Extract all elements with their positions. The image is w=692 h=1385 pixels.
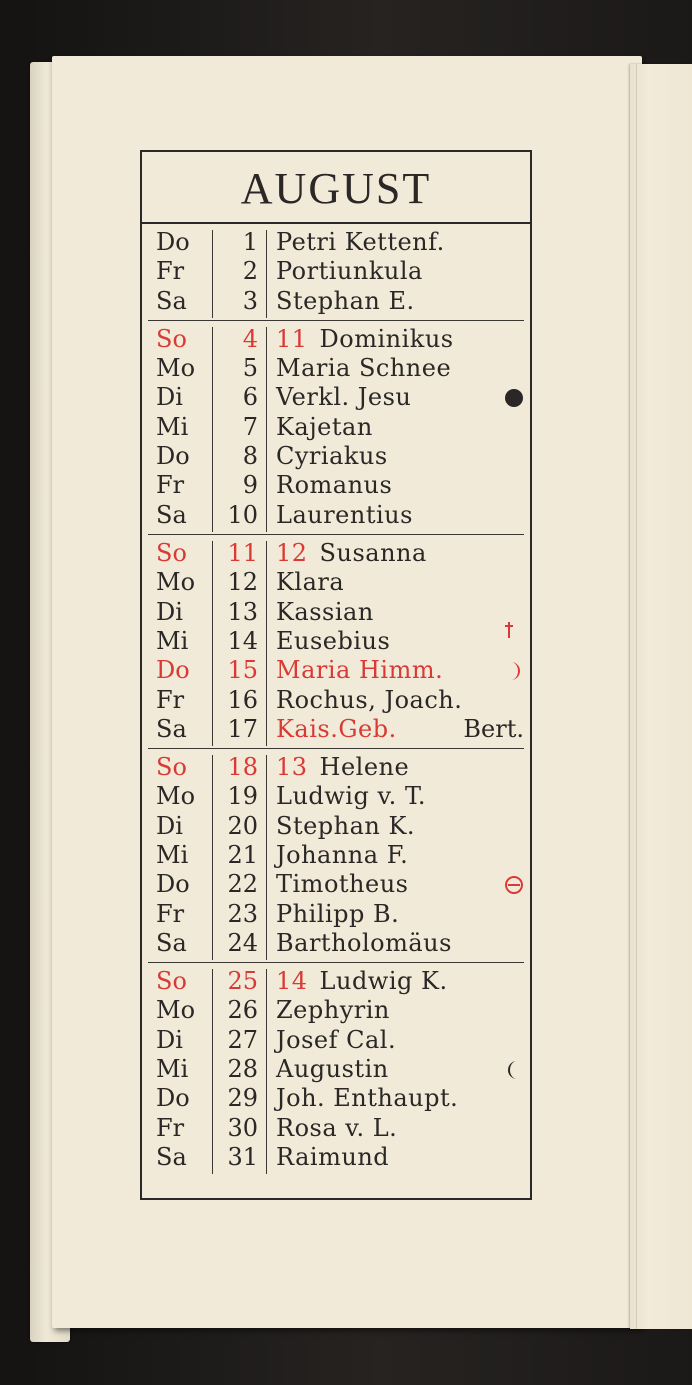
day-row — [142, 471, 530, 500]
week-block — [142, 967, 530, 1178]
day-number: 3 — [242, 286, 258, 315]
weekday-label: Mi — [156, 412, 189, 441]
name-text: Ludwig v. T. — [276, 782, 427, 811]
day-row — [142, 686, 530, 715]
new-moon-icon — [504, 875, 524, 895]
name-text: Johanna F. — [276, 840, 409, 869]
saint-name — [276, 1055, 526, 1084]
saint-name — [276, 383, 526, 412]
weekday-label: Sa — [156, 928, 187, 957]
name-text: Kajetan — [276, 412, 373, 441]
day-row — [142, 501, 530, 530]
day-row — [142, 656, 530, 685]
name-text: Laurentius — [276, 500, 413, 529]
weekday-label: Fr — [156, 257, 185, 286]
day-number: 17 — [227, 714, 258, 743]
weekday-label: Do — [156, 870, 190, 899]
weekday-label: So — [156, 753, 187, 782]
weekday-label: Mi — [156, 1055, 189, 1084]
saint-name — [276, 325, 526, 354]
day-number: 9 — [242, 471, 258, 500]
saint-name — [276, 471, 526, 500]
week-block — [142, 753, 530, 964]
saint-name — [276, 900, 526, 929]
day-row — [142, 257, 530, 286]
weekday-label: Sa — [156, 714, 187, 743]
weekday-label: Di — [156, 811, 183, 840]
name-text: Dominikus — [319, 324, 454, 353]
weekday-label: Sa — [156, 500, 187, 529]
day-row — [142, 996, 530, 1025]
day-number: 26 — [227, 996, 258, 1025]
day-number: 24 — [227, 928, 258, 957]
weekday-label: Mo — [156, 782, 196, 811]
day-number: 10 — [227, 500, 258, 529]
name-text: Joh. Enthaupt. — [276, 1084, 459, 1113]
week-number: 14 — [276, 967, 308, 996]
cross-icon — [504, 621, 514, 639]
day-row — [142, 383, 530, 412]
saint-name — [276, 782, 526, 811]
day-number: 12 — [227, 568, 258, 597]
day-row — [142, 627, 530, 656]
day-number: 18 — [227, 753, 258, 782]
saint-name — [276, 598, 526, 627]
day-row — [142, 929, 530, 958]
weekday-label: Mi — [156, 626, 189, 655]
day-row — [142, 812, 530, 841]
saint-name — [276, 1143, 526, 1172]
name-text: Kassian — [276, 597, 374, 626]
name-text: Stephan K. — [276, 811, 416, 840]
name-text: Augustin — [276, 1055, 389, 1084]
day-number: 19 — [227, 782, 258, 811]
name-text: Maria Schnee — [276, 354, 452, 383]
week-block — [142, 325, 530, 536]
weekday-label: So — [156, 967, 187, 996]
name-text: Rosa v. L. — [276, 1113, 398, 1142]
saint-name — [276, 996, 526, 1025]
day-number: 28 — [227, 1055, 258, 1084]
saint-name — [276, 967, 526, 996]
weekday-label: Do — [156, 656, 190, 685]
month-calendar-table — [140, 150, 532, 1200]
week-number: 11 — [276, 324, 308, 353]
name-text: Bartholomäus — [276, 928, 452, 957]
name-text: Portiunkula — [276, 257, 423, 286]
month-title: AUGUST — [142, 152, 530, 224]
week-block — [142, 228, 530, 322]
weekday-label: So — [156, 539, 187, 567]
day-number: 29 — [227, 1084, 258, 1113]
day-row — [142, 568, 530, 597]
saint-name — [276, 929, 526, 958]
day-number: 22 — [227, 870, 258, 899]
day-row — [142, 442, 530, 471]
saint-name — [276, 539, 526, 568]
day-row — [142, 598, 530, 627]
secondary-name: Bert. — [463, 714, 524, 743]
name-text: Petri Kettenf. — [276, 228, 445, 256]
saint-name — [276, 257, 526, 286]
name-text: Kais.Geb. — [276, 714, 397, 743]
saint-name — [276, 568, 526, 597]
saint-name — [276, 413, 526, 442]
saint-name — [276, 1026, 526, 1055]
day-row — [142, 413, 530, 442]
name-text: Rochus, Joach. — [276, 685, 463, 714]
weekday-label: Fr — [156, 471, 185, 500]
weekday-label: Fr — [156, 1113, 185, 1142]
first-quarter-moon-icon — [504, 661, 524, 681]
name-text: Stephan E. — [276, 286, 415, 315]
weekday-label: Fr — [156, 685, 185, 714]
last-quarter-moon-icon — [504, 1060, 524, 1080]
day-number: 23 — [227, 899, 258, 928]
day-row — [142, 841, 530, 870]
day-number: 6 — [242, 383, 258, 412]
saint-name — [276, 501, 526, 530]
day-row — [142, 287, 530, 316]
day-number: 7 — [242, 412, 258, 441]
name-text: Josef Cal. — [276, 1025, 397, 1054]
saint-name — [276, 1114, 526, 1143]
name-text: Susanna — [319, 539, 427, 567]
day-row — [142, 900, 530, 929]
saint-name — [276, 442, 526, 471]
saint-name — [276, 627, 526, 656]
day-row — [142, 782, 530, 811]
day-row — [142, 1143, 530, 1172]
day-number: 2 — [242, 257, 258, 286]
week-number: 12 — [276, 539, 308, 567]
saint-name — [276, 753, 526, 782]
day-row — [142, 1026, 530, 1055]
day-number: 30 — [227, 1113, 258, 1142]
weekday-label: Fr — [156, 899, 185, 928]
weekday-label: Do — [156, 442, 190, 471]
weekday-label: Mo — [156, 568, 196, 597]
day-row — [142, 539, 530, 568]
full-moon-icon — [504, 388, 524, 408]
weekday-label: Di — [156, 597, 183, 626]
name-text: Philipp B. — [276, 899, 400, 928]
name-text: Cyriakus — [276, 442, 388, 471]
day-number: 5 — [242, 354, 258, 383]
day-number: 16 — [227, 685, 258, 714]
weekday-label: Sa — [156, 286, 187, 315]
day-number: 31 — [227, 1142, 258, 1171]
saint-name — [276, 686, 526, 715]
day-row — [142, 1114, 530, 1143]
day-number: 4 — [242, 324, 258, 353]
day-number: 25 — [227, 967, 258, 996]
weekday-label: So — [156, 324, 187, 353]
week-separator — [148, 962, 524, 963]
next-page-edge — [630, 64, 692, 1329]
day-row — [142, 753, 530, 782]
day-row — [142, 228, 530, 257]
day-row — [142, 1055, 530, 1084]
week-separator — [148, 748, 524, 749]
day-row — [142, 354, 530, 383]
day-number: 13 — [227, 597, 258, 626]
week-block — [142, 539, 530, 750]
day-number: 11 — [227, 539, 258, 567]
name-text: Timotheus — [276, 870, 409, 899]
name-text: Helene — [319, 753, 410, 782]
name-text: Raimund — [276, 1142, 390, 1171]
day-number: 15 — [227, 656, 258, 685]
weekday-label: Sa — [156, 1142, 187, 1171]
saint-name — [276, 841, 526, 870]
day-row — [142, 715, 530, 744]
saint-name — [276, 870, 526, 899]
weekday-label: Mo — [156, 354, 196, 383]
saint-name — [276, 1084, 526, 1113]
saint-name — [276, 228, 526, 257]
week-separator — [148, 320, 524, 321]
day-number: 20 — [227, 811, 258, 840]
week-separator — [148, 534, 524, 535]
name-text: Klara — [276, 568, 345, 597]
name-text: Maria Himm. — [276, 656, 444, 685]
weekday-label: Mo — [156, 996, 196, 1025]
day-row — [142, 967, 530, 996]
weekday-label: Do — [156, 1084, 190, 1113]
weekday-label: Mi — [156, 840, 189, 869]
name-text: Eusebius — [276, 626, 391, 655]
day-number: 27 — [227, 1025, 258, 1054]
name-text: Romanus — [276, 471, 393, 500]
week-number: 13 — [276, 753, 308, 782]
day-row — [142, 870, 530, 899]
name-text: Ludwig K. — [319, 967, 448, 996]
saint-name — [276, 656, 526, 685]
saint-name — [276, 287, 526, 316]
weekday-label: Di — [156, 383, 183, 412]
day-number: 14 — [227, 626, 258, 655]
saint-name — [276, 354, 526, 383]
day-row — [142, 325, 530, 354]
weekday-label: Do — [156, 228, 190, 256]
day-number: 8 — [242, 442, 258, 471]
name-text: Verkl. Jesu — [276, 383, 412, 412]
day-row — [142, 1084, 530, 1113]
saint-name — [276, 812, 526, 841]
weekday-label: Di — [156, 1025, 183, 1054]
name-text: Zephyrin — [276, 996, 390, 1025]
day-number: 21 — [227, 840, 258, 869]
day-number: 1 — [242, 228, 258, 256]
